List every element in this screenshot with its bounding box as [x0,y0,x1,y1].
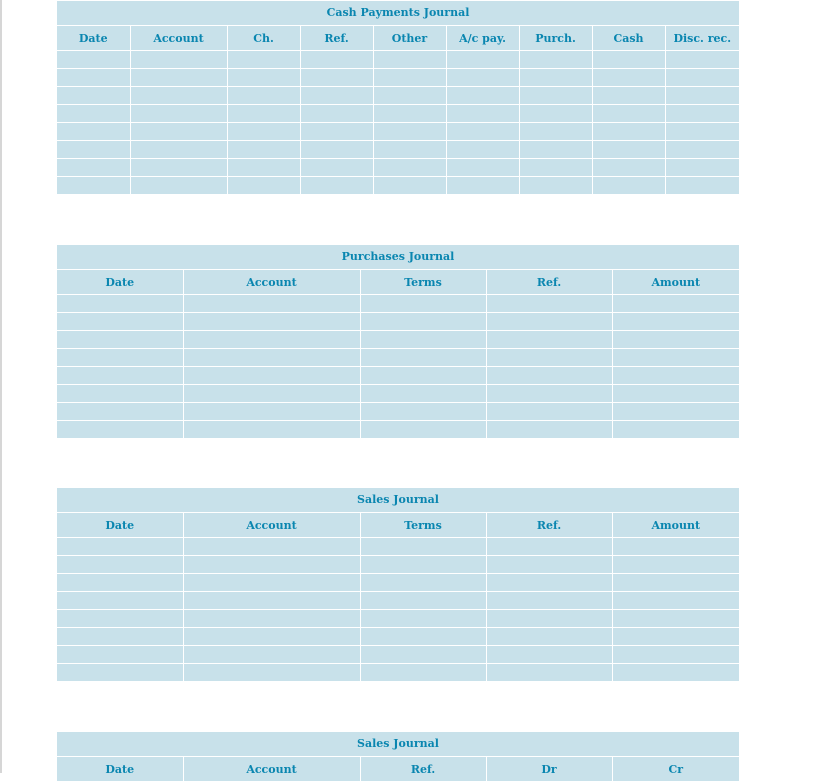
sales-journal-second [57,732,739,782]
table-cell [360,574,486,592]
table-cell [486,331,612,349]
table-cell [519,159,592,177]
table-cell [130,87,227,105]
column-header-terms: Terms [360,270,486,295]
table-cell [183,367,360,385]
table-cell [300,123,373,141]
table-cell [486,628,612,646]
table-cell [360,313,486,331]
column-header-account: Account [183,757,360,782]
table-row [57,592,739,610]
table-cell [665,69,739,87]
table-cell [446,105,519,123]
table-cell [183,331,360,349]
table-cell [519,87,592,105]
table-cell [130,177,227,195]
table-cell [612,295,739,313]
table-cell [612,331,739,349]
table-cell [665,141,739,159]
table-cell [57,403,183,421]
table-cell [183,295,360,313]
table-cell [57,538,183,556]
table-cell [373,105,446,123]
header-row [57,757,739,782]
table-row [57,664,739,682]
table-row [57,646,739,664]
table-cell [57,385,183,403]
table-cell [57,69,130,87]
table-cell [486,592,612,610]
table-cell [519,69,592,87]
table-cell [612,367,739,385]
table-cell [373,69,446,87]
table-cell [57,574,183,592]
journal-table [57,757,739,782]
table-cell [486,664,612,682]
table-cell [57,367,183,385]
table-row [57,367,739,385]
journal-title: Sales Journal [57,732,739,757]
table-cell [183,646,360,664]
table-cell [227,69,300,87]
table-cell [57,592,183,610]
cash-payments-journal [57,1,739,194]
table-cell [57,87,130,105]
table-cell [486,403,612,421]
table-cell [486,349,612,367]
table-cell [360,664,486,682]
table-cell [227,177,300,195]
table-cell [227,123,300,141]
table-cell [612,592,739,610]
table-cell [446,123,519,141]
table-cell [300,69,373,87]
table-row [57,51,739,69]
table-cell [57,610,183,628]
table-cell [612,628,739,646]
journal-title: Purchases Journal [57,245,739,270]
table-cell [57,123,130,141]
table-cell [665,51,739,69]
table-cell [183,313,360,331]
table-cell [486,610,612,628]
table-cell [373,51,446,69]
table-cell [183,592,360,610]
table-cell [373,87,446,105]
table-cell [300,159,373,177]
table-cell [227,141,300,159]
table-cell [183,403,360,421]
column-header-date: Date [57,513,183,538]
table-row [57,628,739,646]
table-cell [183,610,360,628]
table-cell [57,421,183,439]
table-cell [612,349,739,367]
table-cell [373,123,446,141]
table-cell [360,331,486,349]
table-cell [360,628,486,646]
column-header-credit: Cr [612,757,739,782]
column-header-account: Account [183,270,360,295]
table-cell [665,159,739,177]
table-cell [486,367,612,385]
table-cell [57,141,130,159]
table-cell [360,349,486,367]
table-cell [612,403,739,421]
table-cell [300,87,373,105]
table-cell [486,574,612,592]
table-cell [612,574,739,592]
journal-title: Cash Payments Journal [57,1,739,26]
table-cell [665,177,739,195]
table-cell [57,646,183,664]
table-cell [592,105,665,123]
journal-rows [57,295,739,439]
table-cell [446,177,519,195]
table-cell [665,87,739,105]
header-row [57,270,739,295]
table-cell [612,385,739,403]
journal-rows [57,51,739,195]
table-row [57,177,739,195]
header-row [57,26,739,51]
table-row [57,574,739,592]
table-row [57,159,739,177]
table-cell [612,538,739,556]
header-row [57,513,739,538]
table-cell [446,141,519,159]
table-cell [57,331,183,349]
table-cell [227,87,300,105]
table-row [57,331,739,349]
table-cell [360,403,486,421]
table-cell [183,574,360,592]
column-header-date: Date [57,26,130,51]
table-cell [592,69,665,87]
column-header-date: Date [57,757,183,782]
table-cell [360,421,486,439]
table-row [57,141,739,159]
table-cell [592,177,665,195]
column-header-date: Date [57,270,183,295]
table-cell [519,123,592,141]
table-cell [665,105,739,123]
table-cell [373,177,446,195]
table-cell [519,141,592,159]
table-cell [360,367,486,385]
table-cell [227,159,300,177]
table-cell [519,105,592,123]
table-cell [300,51,373,69]
table-cell [360,592,486,610]
table-row [57,349,739,367]
sales-journal [57,488,739,681]
table-cell [227,105,300,123]
table-cell [592,159,665,177]
table-row [57,538,739,556]
column-header-other: Other [373,26,446,51]
table-cell [446,51,519,69]
journal-table [57,513,739,681]
table-cell [665,123,739,141]
purchases-journal [57,245,739,438]
journal-title: Sales Journal [57,488,739,513]
table-row [57,385,739,403]
table-cell [373,159,446,177]
table-cell [183,628,360,646]
table-cell [360,295,486,313]
table-cell [57,177,130,195]
table-cell [183,556,360,574]
table-cell [57,664,183,682]
table-row [57,403,739,421]
table-cell [130,51,227,69]
table-cell [612,646,739,664]
column-header-ref: Ref. [360,757,486,782]
table-cell [486,646,612,664]
journal-rows [57,538,739,682]
table-row [57,123,739,141]
column-header-amount: Amount [612,270,739,295]
table-cell [183,538,360,556]
table-cell [446,87,519,105]
table-row [57,610,739,628]
table-cell [183,664,360,682]
column-header-purchases: Purch. [519,26,592,51]
table-cell [612,610,739,628]
table-cell [300,177,373,195]
table-cell [486,385,612,403]
table-cell [360,556,486,574]
table-cell [360,610,486,628]
column-header-ref: Ref. [486,270,612,295]
table-cell [130,141,227,159]
table-cell [592,51,665,69]
column-header-cash: Cash [592,26,665,51]
journal-table [57,26,739,194]
table-cell [130,123,227,141]
table-cell [592,87,665,105]
table-cell [57,105,130,123]
table-row [57,105,739,123]
table-cell [612,313,739,331]
table-cell [592,123,665,141]
table-cell [227,51,300,69]
table-row [57,295,739,313]
table-cell [360,538,486,556]
table-cell [183,421,360,439]
table-cell [57,349,183,367]
table-cell [57,313,183,331]
table-row [57,87,739,105]
table-cell [486,313,612,331]
table-cell [486,295,612,313]
journal-table [57,270,739,438]
table-cell [183,385,360,403]
table-cell [183,349,360,367]
table-cell [300,141,373,159]
table-row [57,313,739,331]
column-header-account: Account [183,513,360,538]
table-cell [612,556,739,574]
table-cell [57,159,130,177]
column-header-accounts-payable: A/c pay. [446,26,519,51]
table-cell [300,105,373,123]
table-cell [57,628,183,646]
table-cell [612,664,739,682]
table-cell [612,421,739,439]
table-cell [373,141,446,159]
table-row [57,421,739,439]
table-cell [130,105,227,123]
table-cell [130,159,227,177]
table-cell [360,646,486,664]
table-cell [360,385,486,403]
table-cell [57,51,130,69]
table-cell [592,141,665,159]
page-edge [0,0,2,773]
table-row [57,556,739,574]
column-header-cheque: Ch. [227,26,300,51]
table-row [57,69,739,87]
table-cell [57,295,183,313]
table-cell [486,556,612,574]
column-header-ref: Ref. [486,513,612,538]
table-cell [446,159,519,177]
table-cell [486,421,612,439]
column-header-terms: Terms [360,513,486,538]
column-header-discount-received: Disc. rec. [665,26,739,51]
table-cell [486,538,612,556]
column-header-ref: Ref. [300,26,373,51]
table-cell [519,177,592,195]
column-header-account: Account [130,26,227,51]
column-header-amount: Amount [612,513,739,538]
table-cell [130,69,227,87]
table-cell [57,556,183,574]
table-cell [519,51,592,69]
column-header-debit: Dr [486,757,612,782]
table-cell [446,69,519,87]
